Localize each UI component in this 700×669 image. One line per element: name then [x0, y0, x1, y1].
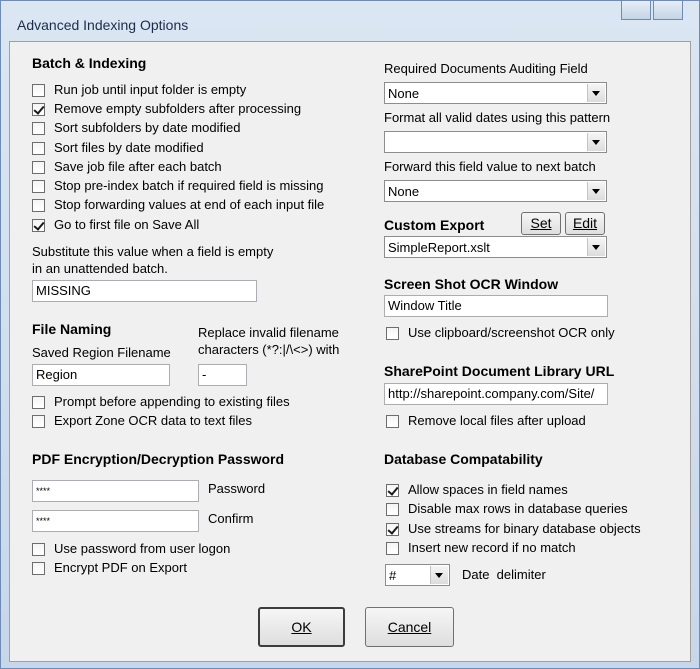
checkbox[interactable] [32, 122, 45, 135]
selected-value: # [389, 568, 397, 583]
selected-value: SimpleReport.xslt [388, 240, 490, 255]
checkbox[interactable] [32, 142, 45, 155]
date-pattern-label: Format all valid dates using this pattern [384, 110, 611, 125]
substitute-label-line2: in an unattended batch. [32, 261, 168, 276]
checkbox[interactable] [32, 562, 45, 575]
checkbox[interactable] [32, 161, 45, 174]
batch-indexing-heading: Batch & Indexing [32, 55, 147, 71]
cancel-button[interactable]: Cancel [365, 607, 454, 647]
forward-field-label: Forward this field value to next batch [384, 159, 596, 174]
chevron-down-icon[interactable] [587, 238, 605, 256]
option-label: Insert new record if no match [408, 540, 576, 555]
chevron-down-icon[interactable] [587, 84, 605, 102]
checkbox[interactable] [32, 396, 45, 409]
substitute-value-input[interactable]: MISSING [32, 280, 257, 302]
checkbox[interactable] [32, 219, 45, 232]
option-label: Use password from user logon [54, 541, 231, 556]
pdf-confirm-input[interactable]: **** [32, 510, 199, 532]
option-label: Sort files by date modified [54, 140, 204, 155]
auditing-field-select[interactable] [384, 82, 607, 104]
checkbox[interactable] [386, 542, 399, 555]
ok-button[interactable]: OK [258, 607, 345, 647]
checkbox[interactable] [386, 484, 399, 497]
chevron-down-icon[interactable] [587, 133, 605, 151]
replace-label-line1: Replace invalid filename [198, 325, 339, 340]
option-label: Remove local files after upload [408, 413, 586, 428]
option-label: Use clipboard/screenshot OCR only [408, 325, 615, 340]
forward-field-select[interactable] [384, 180, 607, 202]
substitute-label-line1: Substitute this value when a field is empty [32, 244, 274, 259]
pdf-password-heading: PDF Encryption/Decryption Password [32, 451, 285, 467]
saved-region-label: Saved Region Filename [32, 345, 171, 360]
saved-region-input[interactable]: Region [32, 364, 170, 386]
custom-export-heading: Custom Export [384, 217, 485, 233]
date-delimiter-select[interactable] [385, 564, 450, 586]
checkbox[interactable] [386, 523, 399, 536]
chevron-down-icon[interactable] [430, 566, 448, 584]
option-label: Encrypt PDF on Export [54, 560, 187, 575]
option-label: Sort subfolders by date modified [54, 120, 241, 135]
custom-export-select[interactable] [384, 236, 607, 258]
date-delimiter-label: Date delimiter [462, 567, 546, 582]
password-label: Password [208, 481, 266, 496]
screenshot-ocr-heading: Screen Shot OCR Window [384, 276, 559, 292]
checkbox[interactable] [32, 84, 45, 97]
checkbox[interactable] [32, 103, 45, 116]
option-label: Stop pre-index batch if required field is missing [54, 178, 324, 193]
auditing-field-label: Required Documents Auditing Field [384, 61, 588, 76]
sharepoint-heading: SharePoint Document Library URL [384, 363, 615, 379]
option-label: Remove empty subfolders after processing [54, 101, 302, 116]
checkbox[interactable] [32, 415, 45, 428]
date-pattern-select[interactable] [384, 131, 607, 153]
close-button[interactable] [653, 1, 683, 20]
set-button[interactable]: Set [521, 212, 561, 235]
checkbox[interactable] [32, 543, 45, 556]
confirm-label: Confirm [208, 511, 254, 526]
pdf-password-input[interactable]: **** [32, 480, 199, 502]
minimize-button[interactable] [621, 1, 651, 20]
database-heading: Database Compatability [384, 451, 543, 467]
option-label: Prompt before appending to existing files [54, 394, 290, 409]
option-label: Disable max rows in database queries [408, 501, 628, 516]
checkbox[interactable] [32, 180, 45, 193]
window-title: Advanced Indexing Options [17, 17, 189, 33]
option-label: Go to first file on Save All [54, 217, 200, 232]
checkbox[interactable] [386, 415, 399, 428]
option-label: Save job file after each batch [54, 159, 222, 174]
replace-label-line2: characters (*?:|/\<>) with [198, 342, 340, 357]
file-naming-heading: File Naming [32, 321, 112, 337]
ocr-window-input[interactable]: Window Title [384, 295, 608, 317]
checkbox[interactable] [32, 199, 45, 212]
chevron-down-icon[interactable] [587, 182, 605, 200]
replace-char-input[interactable]: - [198, 364, 247, 386]
edit-button[interactable]: Edit [565, 212, 605, 235]
checkbox[interactable] [386, 503, 399, 516]
option-label: Allow spaces in field names [408, 482, 568, 497]
selected-value: None [388, 184, 420, 199]
option-label: Run job until input folder is empty [54, 82, 247, 97]
checkbox[interactable] [386, 327, 399, 340]
option-label: Stop forwarding values at end of each input file [54, 197, 325, 212]
option-label: Use streams for binary database objects [408, 521, 641, 536]
dialog-body [9, 41, 691, 662]
title-bar[interactable] [1, 1, 699, 41]
sharepoint-url-input[interactable]: http://sharepoint.company.com/Site/ [384, 383, 608, 405]
option-label: Export Zone OCR data to text files [54, 413, 252, 428]
selected-value: None [388, 86, 420, 101]
